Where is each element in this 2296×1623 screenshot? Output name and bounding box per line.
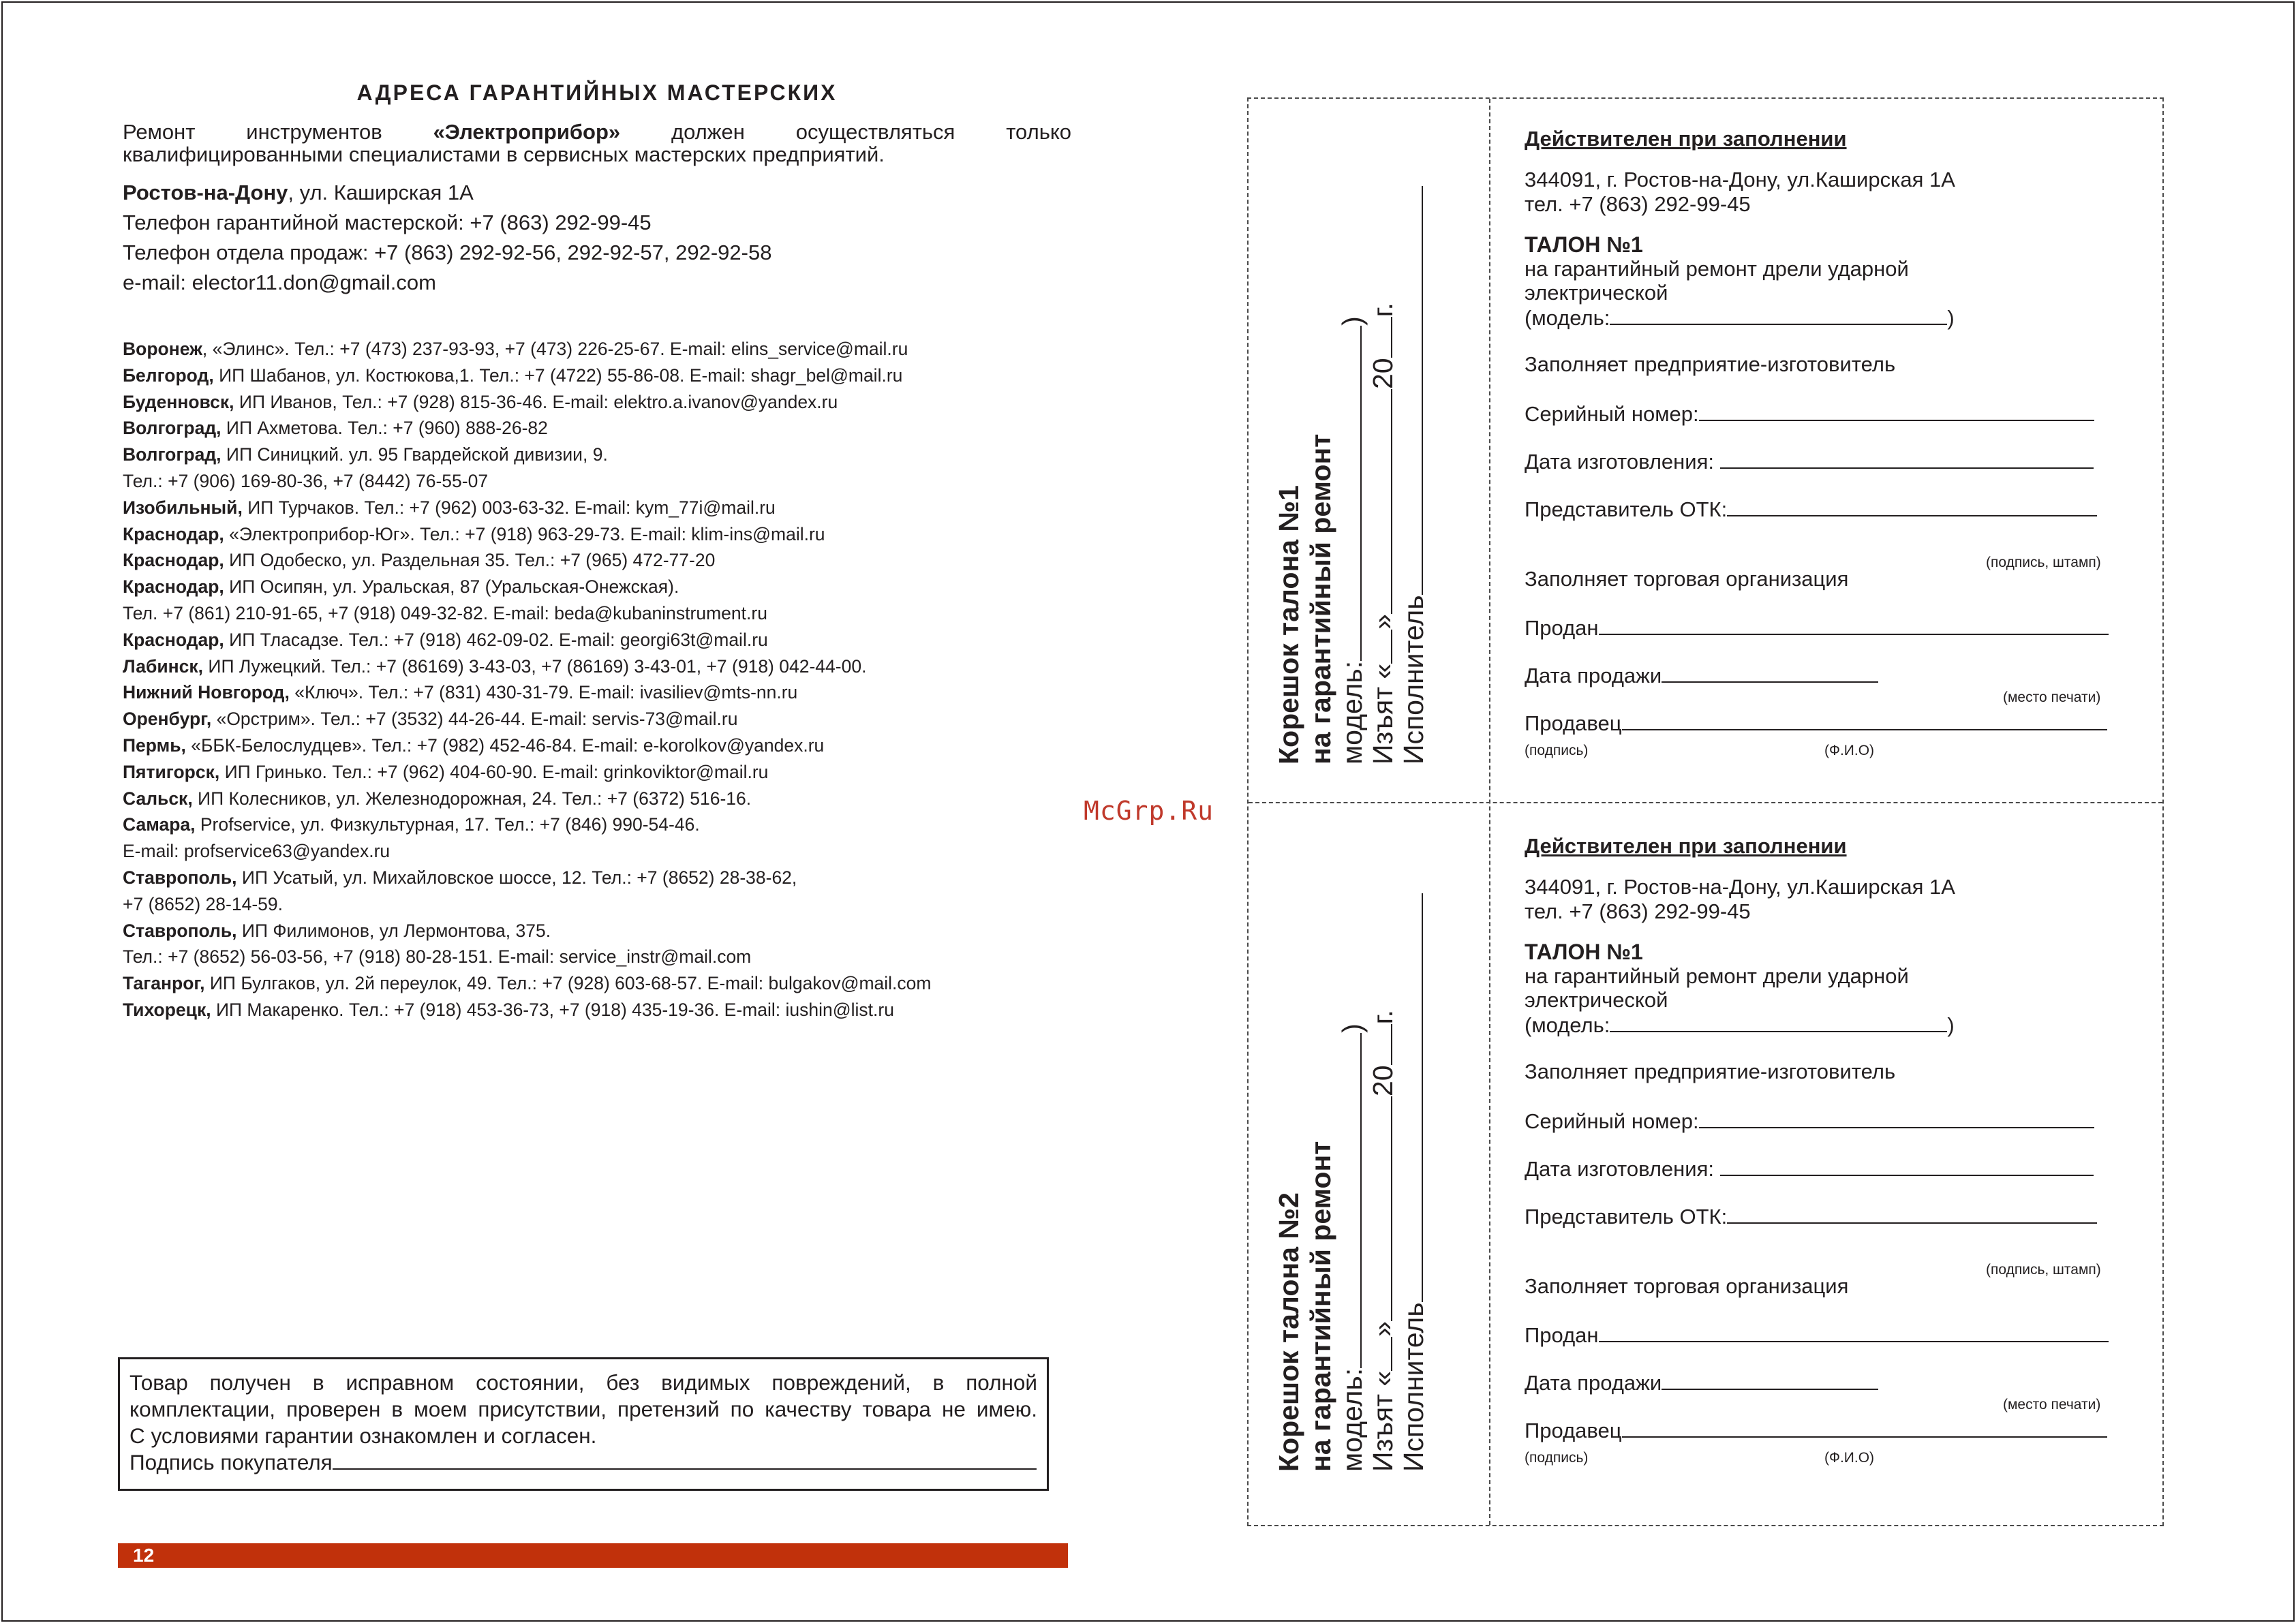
otk-representative-field[interactable]: Представитель ОТК: — [1525, 1203, 2097, 1229]
main-email: e-mail: elector11.don@gmail.com — [123, 270, 436, 294]
sale-date-field[interactable]: Дата продажи — [1525, 1370, 1878, 1395]
service-center-row — [123, 415, 1071, 442]
service-center-details: ИП Ахметова. Тел.: +7 (960) 888-26-82 — [221, 418, 548, 439]
service-center-row — [123, 970, 1071, 997]
warranty-phone: Телефон гарантийной мастерской: +7 (863) 292-99-45 — [123, 211, 652, 234]
service-center-row — [123, 706, 1071, 732]
service-center-details: Тел. +7 (861) 210-91-65, +7 (918) 049-32-82. E-mail: beda@kubaninstrument.ru — [123, 602, 767, 623]
signature-line[interactable] — [333, 1451, 1037, 1470]
service-center-city: Краснодар, — [123, 576, 224, 598]
service-center-details: Тел.: +7 (906) 169-80-36, +7 (8442) 76-55-07 — [123, 470, 489, 491]
coupon-number: ТАЛОН №1 — [1525, 940, 1643, 964]
brand-name: «Электроприбор» — [433, 120, 621, 144]
service-center-details: «Ключ». Тел.: +7 (831) 430-31-79. E-mail: ivasiliev@mts-nn.ru — [289, 682, 798, 703]
main-service-address: Ростов-на-Дону, ул. Каширская 1А Телефон гарантийной мастерской: +7 (863) 292-99-45 Телефон отдела продаж: +7 (863) 292-92-56, 292-92-57, 292-92-58 e-mail: elector11.don@gmail.com — [123, 178, 1071, 298]
otk-representative-field[interactable]: Представитель ОТК: — [1525, 496, 2097, 522]
service-center-details: ИП Иванов, Тел.: +7 (928) 815-36-46. E-mail: elektro.a.ivanov@yandex.ru — [234, 391, 838, 412]
service-center-row — [123, 679, 1071, 706]
service-center-city: Волгоград, — [123, 444, 221, 465]
seller-field[interactable]: Продавец — [1525, 1417, 2107, 1443]
service-center-row — [123, 547, 1071, 574]
service-center-city: Тихорецк, — [123, 999, 211, 1020]
coupon-cut-line — [1249, 802, 2162, 803]
service-center-city: Буденновск, — [123, 391, 234, 412]
service-center-city: Пермь, — [123, 735, 186, 756]
service-center-details: «ББК-Белослудцев». Тел.: +7 (982) 452-46-84. E-mail: e-korolkov@yandex.ru — [185, 735, 825, 756]
page-number-bar — [118, 1543, 1068, 1568]
service-center-row — [123, 918, 1071, 944]
service-center-details: ИП Одобеско, ул. Раздельная 35. Тел.: +7 (965) 472-77-20 — [224, 550, 716, 571]
service-center-row — [123, 574, 1071, 600]
service-center-city: Оренбург, — [123, 709, 212, 730]
service-center-row — [123, 653, 1071, 680]
service-center-details: ИП Синицкий. ул. 95 Гвардейской дивизии, 9. — [221, 444, 608, 465]
service-center-row — [123, 495, 1071, 521]
service-center-details: E-mail: profservice63@yandex.ru — [123, 841, 391, 862]
service-center-row — [123, 944, 1071, 970]
service-center-row — [123, 389, 1071, 416]
service-center-city: Волгоград, — [123, 418, 221, 439]
buyer-acknowledgement-box: Товар получен в исправном состоянии, без видимых повреждений, в полной комплектации, проверен в моем присутствии, претензий по качеству товара не имею. С условиями гарантии ознакомлен и согласен. Подпись покупателя — [118, 1357, 1049, 1491]
service-center-row — [123, 336, 1071, 362]
service-center-city: Краснодар, — [123, 523, 224, 544]
service-center-row — [123, 627, 1071, 653]
model-field[interactable]: (модель: ) — [1525, 1013, 1955, 1037]
service-center-details: Profservice, ул. Физкультурная, 17. Тел.: +7 (846) 990-54-46. — [195, 814, 700, 835]
serial-number-field[interactable]: Серийный номер: — [1525, 401, 2094, 427]
service-center-city: Воронеж — [123, 339, 202, 359]
service-center-city: Таганрог, — [123, 973, 205, 994]
service-center-city: Пятигорск, — [123, 761, 220, 782]
manufacture-date-field[interactable]: Дата изготовления: — [1525, 1156, 2094, 1181]
service-center-row — [123, 812, 1071, 838]
service-center-city: Лабинск, — [123, 655, 204, 677]
service-center-details: ИП Гринько. Тел.: +7 (962) 404-60-90. E-mail: grinkoviktor@mail.ru — [219, 761, 769, 782]
service-center-city: Краснодар, — [123, 629, 224, 650]
sold-field[interactable]: Продан — [1525, 615, 2109, 640]
service-center-row — [123, 732, 1071, 759]
stub-cut-line — [1489, 99, 1490, 1525]
service-center-details: «Орстрим». Тел.: +7 (3532) 44-26-44. E-mail: servis-73@mail.ru — [211, 709, 738, 730]
service-center-city: Краснодар, — [123, 550, 224, 571]
service-center-row — [123, 362, 1071, 389]
service-center-city: Ставрополь, — [123, 867, 237, 888]
service-center-details: ИП Турчаков. Тел.: +7 (962) 003-63-32. E-mail: kym_77i@mail.ru — [242, 497, 776, 518]
service-center-row — [123, 997, 1071, 1023]
service-center-city: Сальск, — [123, 788, 193, 809]
sales-phone: Телефон отдела продаж: +7 (863) 292-92-56, 292-92-57, 292-92-58 — [123, 241, 772, 264]
service-center-row — [123, 468, 1071, 495]
coupon-valid-note: Действителен при заполнении — [1525, 834, 1847, 858]
service-center-details: ИП Тласадзе. Тел.: +7 (918) 462-09-02. E-mail: georgi63t@mail.ru — [224, 629, 768, 650]
service-center-city: Нижний Новгород, — [123, 682, 290, 703]
service-center-row — [123, 442, 1071, 468]
service-center-details: Тел.: +7 (8652) 56-03-56, +7 (918) 80-28-151. E-mail: service_instr@mail.com — [123, 946, 752, 968]
service-center-city: Изобильный, — [123, 497, 243, 518]
service-center-row — [123, 891, 1071, 918]
service-center-details: ИП Филимонов, ул Лермонтова, 375. — [236, 920, 551, 941]
model-field[interactable]: (модель: ) — [1525, 306, 1955, 330]
left-page — [123, 80, 1071, 1023]
page-number: 12 — [133, 1545, 155, 1566]
service-center-details: ИП Булгаков, ул. 2й переулок, 49. Тел.: +7 (928) 603-68-57. E-mail: bulgakov@mail.com — [204, 973, 932, 994]
service-center-row — [123, 786, 1071, 812]
service-center-details: , «Элинс». Тел.: +7 (473) 237-93-93, +7 (473) 226-25-67. E-mail: elins_service@mail.ru — [202, 339, 908, 359]
service-center-row — [123, 838, 1071, 865]
service-center-details: ИП Колесников, ул. Железнодорожная, 24. Тел.: +7 (6372) 516-16. — [192, 788, 752, 809]
service-center-details: ИП Макаренко. Тел.: +7 (918) 453-36-73, +7 (918) 435-19-36. E-mail: iushin@list.ru — [211, 999, 894, 1020]
service-center-details: ИП Лужецкий. Тел.: +7 (86169) 3-43-03, +7 (86169) 3-43-01, +7 (918) 042-44-00. — [203, 655, 867, 677]
page-title: АДРЕСА ГАРАНТИЙНЫХ МАСТЕРСКИХ — [356, 80, 838, 105]
service-center-city: Самара, — [123, 814, 196, 835]
main-city: Ростов-на-Дону — [123, 181, 288, 204]
service-center-details: «Электроприбор-Юг». Тел.: +7 (918) 963-29-73. E-mail: klim-ins@mail.ru — [224, 523, 825, 544]
service-center-details: +7 (8652) 28-14-59. — [123, 893, 283, 914]
service-center-details: ИП Осипян, ул. Уральская, 87 (Уральская-Онежская). — [224, 576, 679, 598]
signature-label: Подпись покупателя — [129, 1450, 333, 1474]
sale-date-field[interactable]: Дата продажи — [1525, 662, 1878, 688]
coupon-number: ТАЛОН №1 — [1525, 232, 1643, 257]
service-center-city: Белгород, — [123, 365, 214, 386]
service-center-details: ИП Усатый, ул. Михайловское шоссе, 12. Тел.: +7 (8652) 28-38-62, — [236, 867, 797, 888]
watermark: McGrp.Ru — [1084, 796, 1214, 826]
service-center-city: Ставрополь, — [123, 920, 237, 941]
service-center-row — [123, 759, 1071, 786]
service-center-row — [123, 600, 1071, 627]
service-center-details: ИП Шабанов, ул. Костюкова,1. Тел.: +7 (4722) 55-86-08. E-mail: shagr_bel@mail.ru — [213, 365, 903, 386]
seller-field[interactable]: Продавец — [1525, 710, 2107, 736]
service-center-row — [123, 865, 1071, 891]
sold-field[interactable]: Продан — [1525, 1322, 2109, 1348]
service-centers-list — [123, 336, 1071, 1023]
manufacture-date-field[interactable]: Дата изготовления: — [1525, 448, 2094, 474]
service-center-row — [123, 521, 1071, 548]
coupon-valid-note: Действителен при заполнении — [1525, 127, 1847, 151]
intro-text: Ремонт инструментов «Электроприбор» должен осуществляться только квалифицированными специалистами в сервисных мастерских предприятий. — [123, 120, 1071, 166]
serial-number-field[interactable]: Серийный номер: — [1525, 1108, 2094, 1134]
